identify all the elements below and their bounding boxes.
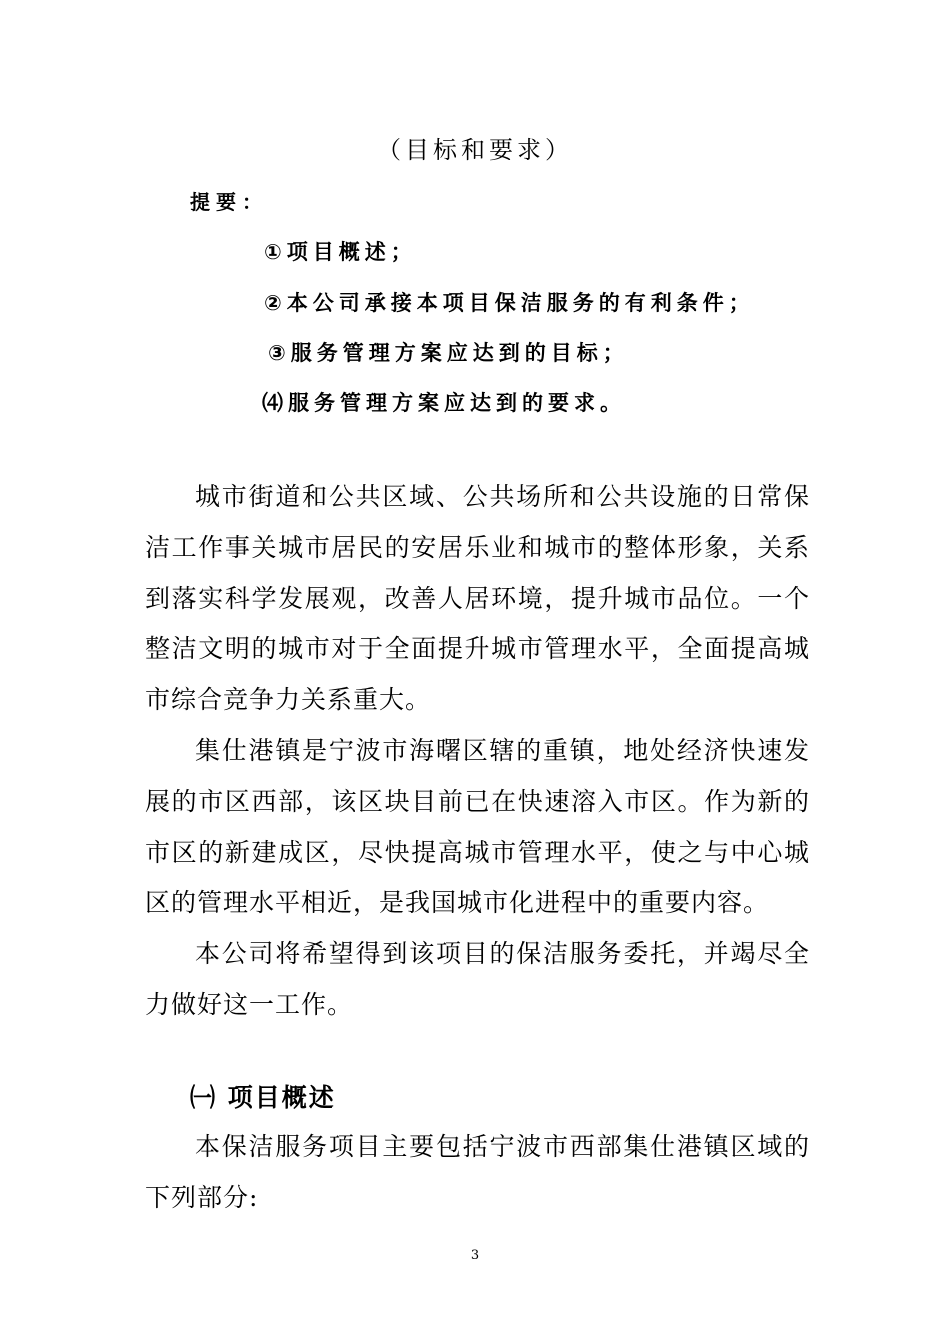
abstract-item-3: ③服务管理方案应达到的目标； <box>268 341 629 365</box>
abstract-item-1: ①项目概述； <box>264 240 417 264</box>
body-paragraph-3: 本公司将希望得到该项目的保洁服务委托，并竭尽全力做好这一工作。 <box>145 939 810 1019</box>
body-paragraph-1: 城市街道和公共区域、公共场所和公共设施的日常保洁工作事关城市居民的安居乐业和城市的整体形象，关系到落实科学发展观，改善人居环境，提升城市品位。一个整洁文明的城市对于全面提升城市管理水平，全面提高城市综合竞争力关系重大。 <box>145 482 810 715</box>
section-paragraph: 本保洁服务项目主要包括宁波市西部集仕港镇区域的下列部分: <box>145 1132 810 1212</box>
abstract-item-4: ⑷服务管理方案应达到的要求。 <box>262 391 626 415</box>
subtitle: （目标和要求） <box>377 136 573 164</box>
abstract-item-2: ②本公司承接本项目保洁服务的有利条件； <box>264 291 755 315</box>
body-paragraph-2: 集仕港镇是宁波市海曙区辖的重镇，地处经济快速发展的市区西部，该区块目前已在快速溶入市区。作为新的市区的新建成区，尽快提高城市管理水平，使之与中心城区的管理水平相近，是我国城市化进程中的重要内容。 <box>145 736 810 918</box>
page-number: 3 <box>470 1248 480 1263</box>
section-heading: ㈠ 项目概述 <box>190 1083 336 1112</box>
abstract-label: 提要： <box>190 190 268 214</box>
